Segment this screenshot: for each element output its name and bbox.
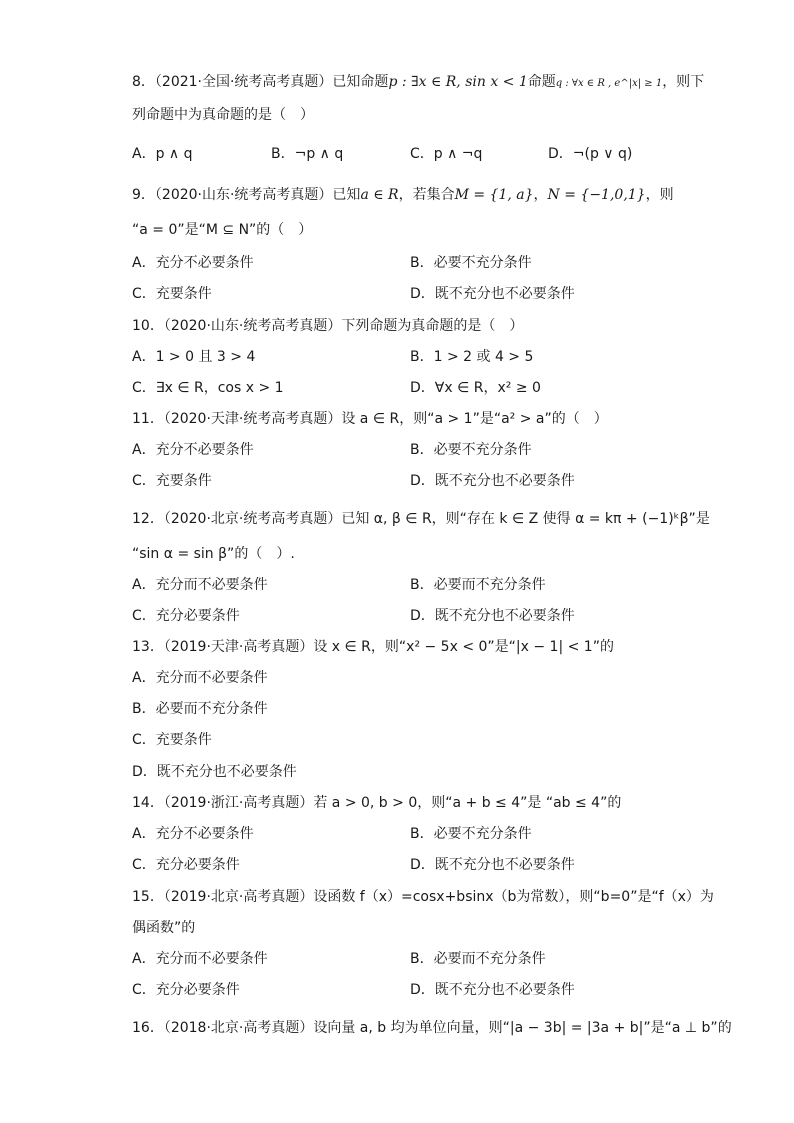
question-8-option-a[interactable]: A．p ∧ q — [132, 146, 193, 162]
question-10-option-d[interactable]: D．∀x ∈ R，x² ≥ 0 — [410, 380, 541, 396]
question-8-stem: 8．（2021·全国·统考高考真题）已知命题p : ∃x ∈ R, sin x < 1命题q : ∀x ∈ R , e^|x| ≥ 1，则下 — [132, 74, 705, 90]
question-13-option-c[interactable]: C．充要条件 — [132, 732, 212, 748]
question-9-option-d[interactable]: D．既不充分也不必要条件 — [410, 286, 575, 302]
question-10-stem: 10．（2020·山东·统考高考真题）下列命题为真命题的是（ ） — [132, 318, 524, 334]
question-10-option-a[interactable]: A．1 > 0 且 3 > 4 — [132, 349, 256, 365]
question-13-option-b[interactable]: B．必要而不充分条件 — [132, 701, 268, 717]
question-8-stem-cont: 列命题中为真命题的是（ ） — [132, 107, 314, 123]
question-9-option-b[interactable]: B．必要不充分条件 — [410, 255, 532, 271]
question-15-option-b[interactable]: B．必要而不充分条件 — [410, 951, 546, 967]
question-14-option-c[interactable]: C．充分必要条件 — [132, 857, 240, 873]
question-12-stem: 12．（2020·北京·统考高考真题）已知 α, β ∈ R，则“存在 k ∈ Z 使得 α = kπ + (−1)ᵏβ”是 — [132, 511, 710, 527]
question-9-option-c[interactable]: C．充要条件 — [132, 286, 212, 302]
question-9-option-a[interactable]: A．充分不必要条件 — [132, 255, 254, 271]
question-12-option-d[interactable]: D．既不充分也不必要条件 — [410, 608, 575, 624]
question-10-option-c[interactable]: C．∃x ∈ R，cos x > 1 — [132, 380, 284, 396]
question-15-option-c[interactable]: C．充分必要条件 — [132, 982, 240, 998]
question-12-option-c[interactable]: C．充分必要条件 — [132, 608, 240, 624]
question-14-option-b[interactable]: B．必要不充分条件 — [410, 826, 532, 842]
question-9-stem-cont: “a = 0”是“M ⊆ N”的（ ） — [132, 222, 313, 238]
question-11-option-d[interactable]: D．既不充分也不必要条件 — [410, 473, 575, 489]
question-8-option-b[interactable]: B．¬p ∧ q — [271, 146, 344, 162]
question-13-option-a[interactable]: A．充分而不必要条件 — [132, 670, 268, 686]
question-15-option-a[interactable]: A．充分而不必要条件 — [132, 951, 268, 967]
question-11-option-b[interactable]: B．必要不充分条件 — [410, 442, 532, 458]
proposition-q: q : ∀x ∈ R , e^|x| ≥ 1 — [555, 78, 663, 89]
question-11-option-a[interactable]: A．充分不必要条件 — [132, 442, 254, 458]
question-15-option-d[interactable]: D．既不充分也不必要条件 — [410, 982, 575, 998]
question-13-option-d[interactable]: D．既不充分也不必要条件 — [132, 764, 297, 780]
question-8-option-d[interactable]: D．¬(p ∨ q) — [548, 146, 633, 162]
question-11-option-c[interactable]: C．充要条件 — [132, 473, 212, 489]
question-11-stem: 11．（2020·天津·统考高考真题）设 a ∈ R，则“a > 1”是“a² > a”的（ ） — [132, 411, 608, 427]
question-13-stem: 13．（2019·天津·高考真题）设 x ∈ R，则“x² − 5x < 0”是“|x − 1| < 1”的 — [132, 639, 614, 655]
question-12-stem-cont: “sin α = sin β”的（ ）. — [132, 546, 295, 562]
question-12-option-b[interactable]: B．必要而不充分条件 — [410, 577, 546, 593]
question-14-option-d[interactable]: D．既不充分也不必要条件 — [410, 857, 575, 873]
question-8-option-c[interactable]: C．p ∧ ¬q — [410, 146, 483, 162]
question-15-stem: 15．（2019·北京·高考真题）设函数 f（x）=cosx+bsinx（b为常数），则“b=0”是“f（x）为 — [132, 889, 714, 905]
question-14-option-a[interactable]: A．充分不必要条件 — [132, 826, 254, 842]
question-15-stem-cont: 偶函数”的 — [132, 920, 196, 936]
question-16-stem: 16．（2018·北京·高考真题）设向量 a, b 均为单位向量，则“|a − 3b| = |3a + b|”是“a ⊥ b”的 — [132, 1020, 732, 1036]
question-10-option-b[interactable]: B．1 > 2 或 4 > 5 — [410, 349, 534, 365]
proposition-p: p : ∃x ∈ R, sin x < 1 — [388, 74, 528, 90]
question-12-option-a[interactable]: A．充分而不必要条件 — [132, 577, 268, 593]
question-14-stem: 14．（2019·浙江·高考真题）若 a > 0, b > 0，则“a + b ≤ 4”是 “ab ≤ 4”的 — [132, 795, 622, 811]
question-9-stem: 9．（2020·山东·统考高考真题）已知a ∈ R，若集合M = {1, a}，N = {−1,0,1}，则 — [132, 187, 674, 203]
